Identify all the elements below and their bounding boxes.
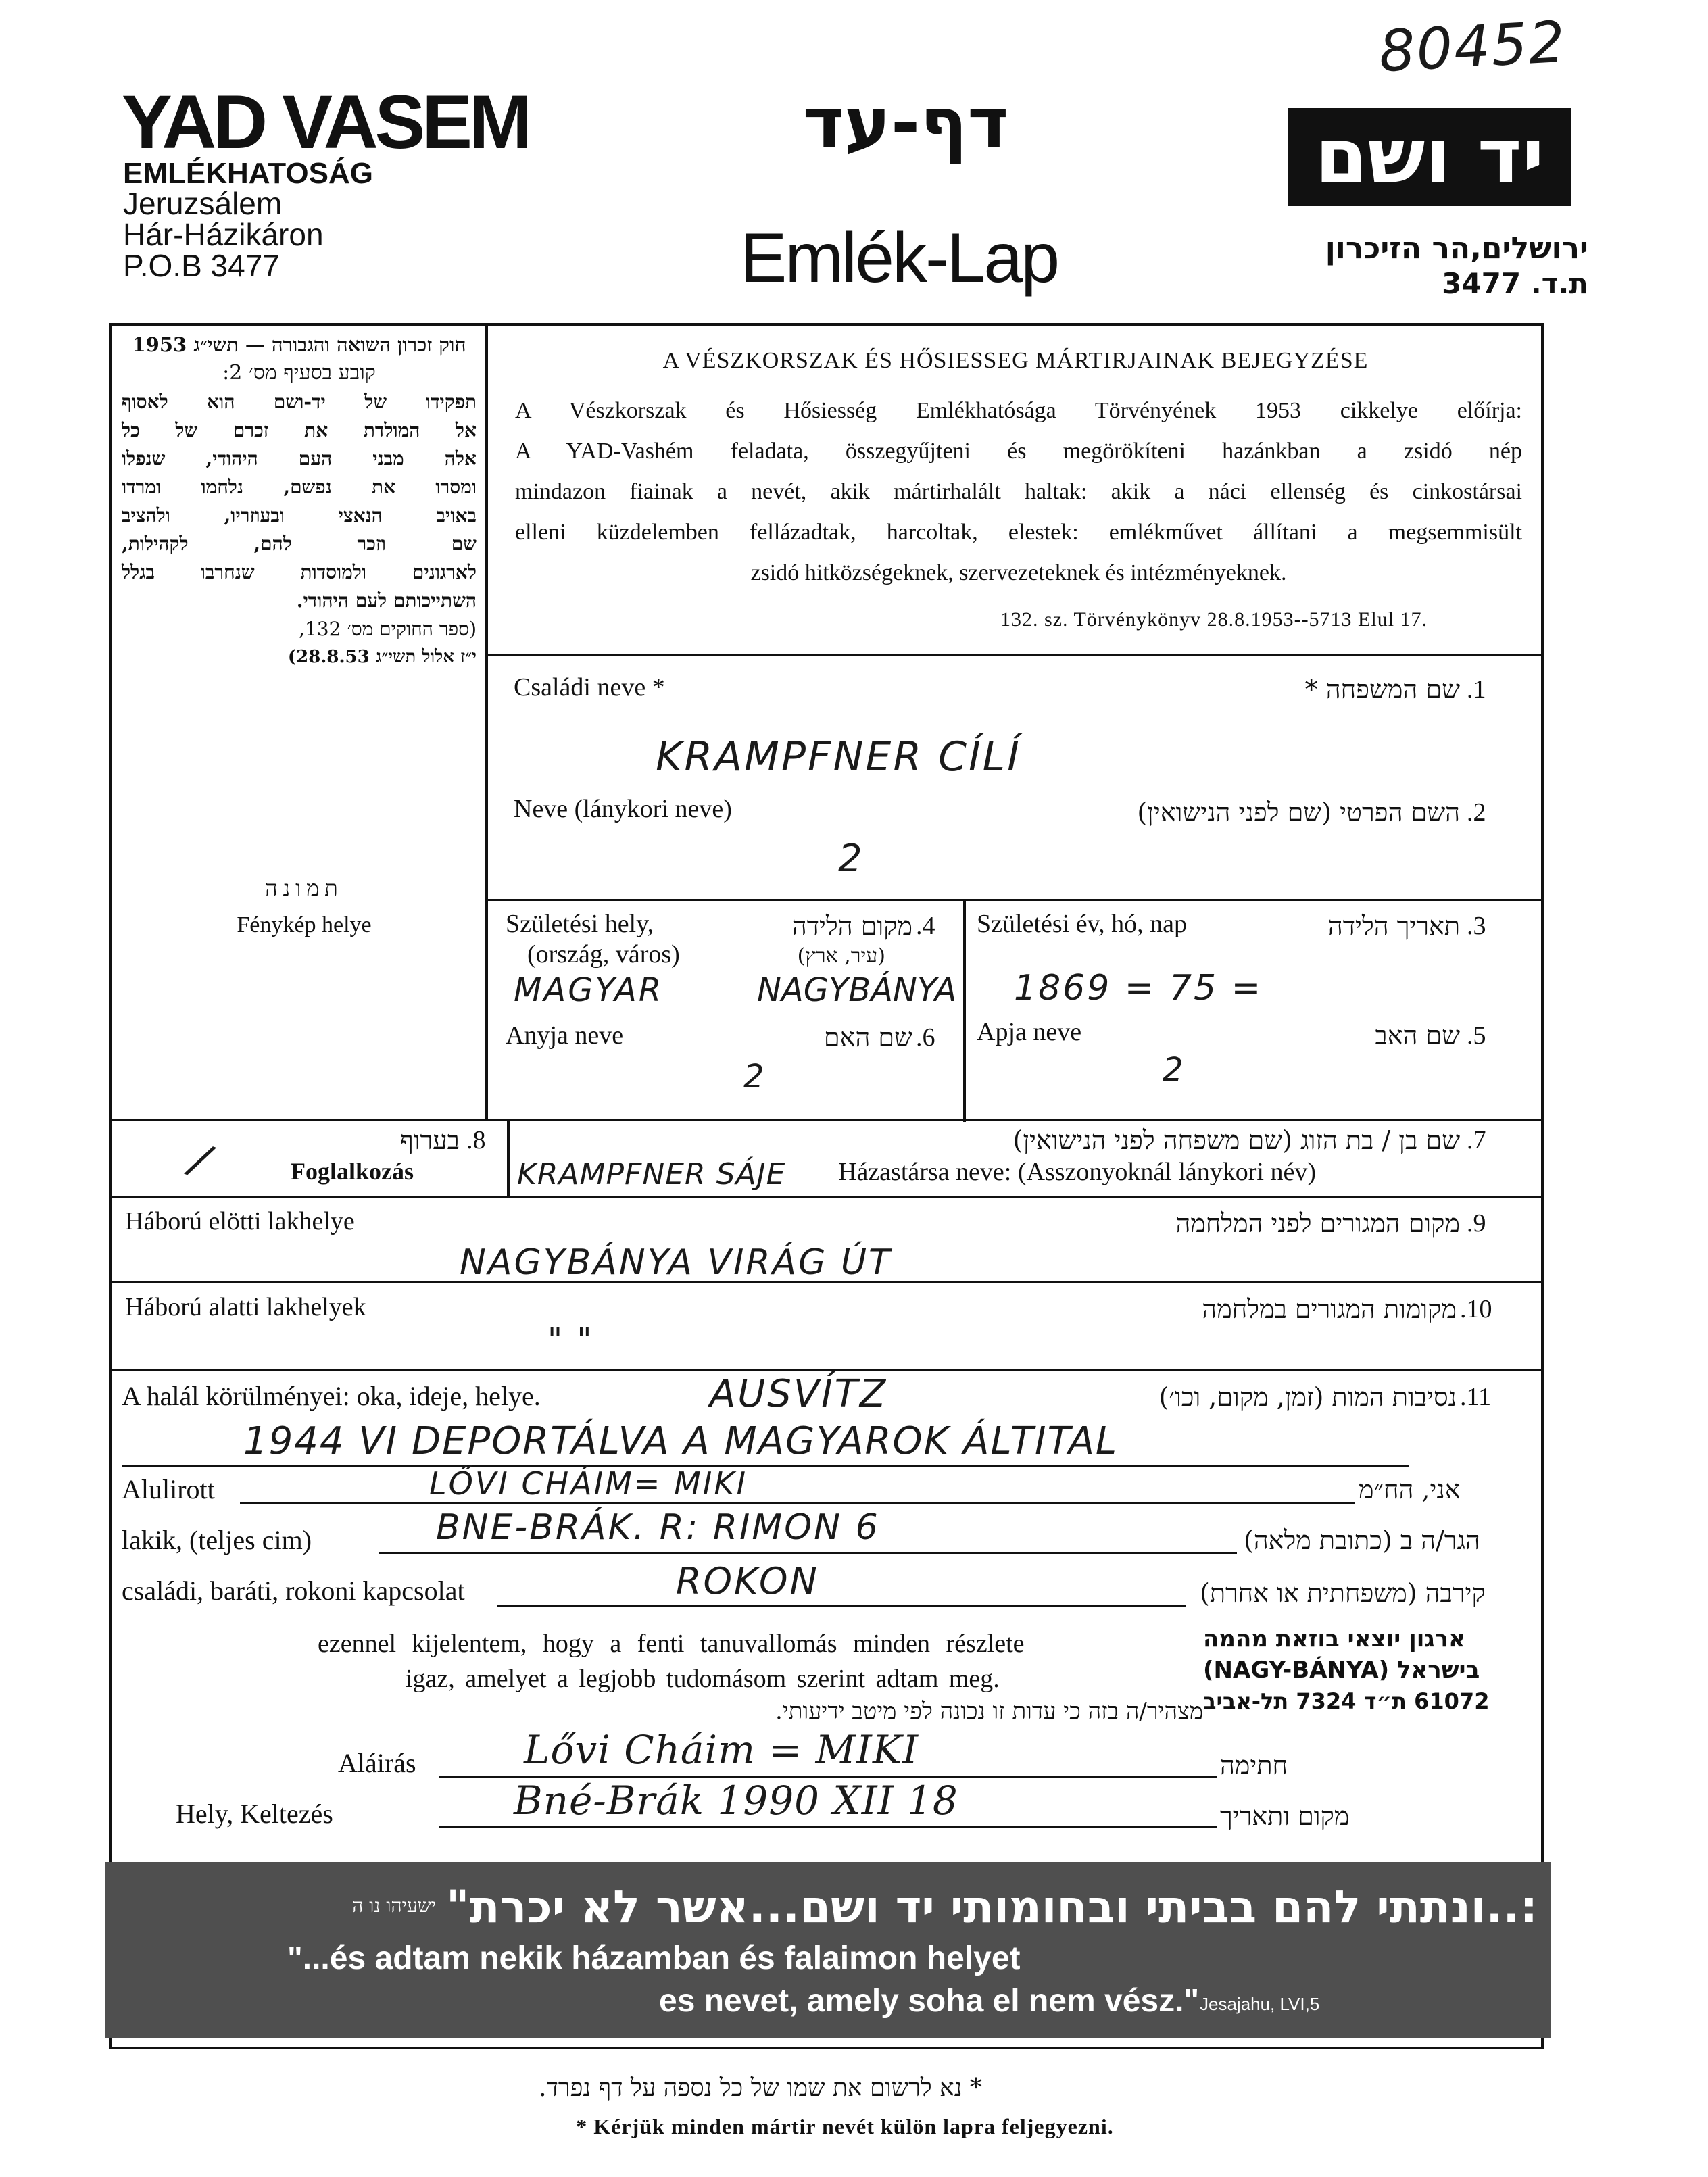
f3-label: Születési év, hó, nap <box>977 910 1187 938</box>
law-title: חוק זכרון השואה והגבורה — תשי״ג 1953 <box>132 333 466 356</box>
occupation-divider <box>507 1119 510 1196</box>
f2-label: Neve (lánykori neve) <box>514 795 732 823</box>
law-subtitle: קובע בסעיף מס׳ 2: <box>222 361 376 385</box>
f4-sublabel-hebrew: (עיר, ארץ) <box>797 944 885 968</box>
f8-label-hebrew: בערוף <box>400 1125 460 1155</box>
relation-underline <box>497 1605 1186 1607</box>
undersigned-underline <box>240 1502 1355 1504</box>
rule-after-f2 <box>485 899 1543 901</box>
declaration-text: igaz, amelyet a legjobb tudomásom szerint adtam meg. <box>406 1665 1000 1693</box>
address-line: P.O.B 3477 <box>123 248 280 283</box>
declaration-text: ezennel kijelentem, hogy a fenti tanuvallomás minden részlete <box>318 1630 1025 1658</box>
law-ref: (ספר החוקים מס׳ 132, <box>299 618 477 640</box>
address-line: Jeruzsálem <box>123 186 283 221</box>
signature-value: Lővi Cháim = MIKI <box>524 1727 919 1773</box>
f2-number: .2 <box>1467 798 1486 827</box>
banner-quote-ref-hebrew: ישעיהו נו ה <box>352 1894 436 1917</box>
undersigned-value: LŐVI CHÁIM= MIKI <box>429 1465 748 1502</box>
signature-label-hebrew: חתימה <box>1220 1751 1288 1780</box>
banner-quote-ref: Jesajahu, LVI,5 <box>1200 1994 1320 2014</box>
undersigned-label: Alulirott <box>122 1474 215 1505</box>
law-line: תפקידו של יד-ושם הוא לאסוף <box>122 391 477 413</box>
f5-label: Apja neve <box>977 1018 1082 1046</box>
address-hebrew-2: ת.ד. 3477 <box>1442 267 1588 300</box>
f11-label: A halál körülményei: oka, ideje, helye. <box>122 1381 541 1411</box>
stamp-line: 61072 ת״ד 7324 תל-אביב <box>1203 1688 1490 1714</box>
photo-label: Fénykép helye <box>237 912 372 937</box>
f6-mother-name-value: 2 <box>743 1058 766 1096</box>
organization-stamp <box>1203 1623 1541 1717</box>
relation-label-hebrew: קירבה (משפחתית או אחרת) <box>1200 1578 1486 1608</box>
f6-label-hebrew: שם האם <box>823 1023 912 1052</box>
rule-after-parents <box>109 1119 1542 1121</box>
f4-country-value: MAGYAR <box>514 971 664 1009</box>
f3-birth-date-value: 1869 = 75 = <box>1014 968 1263 1008</box>
banner-quote-hungarian: "...és adtam nekik házamban és falaimon helyet <box>287 1940 1021 1976</box>
f2-label-hebrew: השם הפרטי (שם לפני הנישואין) <box>1137 798 1460 827</box>
f7-spouse-name-value: KRAMPFNER SÁJE <box>517 1157 786 1192</box>
f1-label: Családi neve * <box>514 673 665 702</box>
declaration-text-hebrew: מצהיר/ה בזה כי עדות זו נכונה לפי מיטב ידיעותי. <box>775 1698 1203 1725</box>
org-name: YAD VASEM <box>122 80 529 164</box>
intro-title: A VÉSZKORSZAK ÉS HŐSIESSEG MÁRTIRJAINAK BEJEGYZÉSE <box>662 348 1369 373</box>
law-line: ומסרו את נפשם, נלחמו ומרדו <box>122 476 477 498</box>
f9-prewar-residence-value: NAGYBÁNYA VIRÁG ÚT <box>460 1242 892 1283</box>
f10-label: Háború alatti lakhelyek <box>125 1293 366 1321</box>
f5-label-hebrew: שם האב <box>1375 1021 1460 1050</box>
f4-sublabel: (ország, város) <box>527 940 680 969</box>
f9-label: Háború elötti lakhelye <box>125 1207 355 1236</box>
f9-label-hebrew: מקום המגורים לפני המלחמה <box>1175 1208 1460 1238</box>
law-box <box>122 331 477 670</box>
f10-number: .10 <box>1460 1295 1492 1323</box>
f9-number: .9 <box>1467 1209 1486 1238</box>
f8-occupation-value: / <box>185 1134 218 1187</box>
frame-right <box>1541 323 1544 2048</box>
f4-number: .4 <box>916 912 935 940</box>
f10-wartime-residence-value: " " <box>547 1321 594 1359</box>
intro-line: zsidó hitközségeknek, szervezeteknek és intézményeknek. <box>750 560 1287 585</box>
f6-label: Anyja neve <box>506 1021 624 1050</box>
stamp-line: בישראל (NAGY-BÁNYA) <box>1203 1657 1480 1684</box>
address-hebrew-1: ירושלים,הר הזיכרון <box>1325 231 1588 266</box>
intro-line: elleni küzdelemben fellázadtak, harcoltak, elestek: emlékművet állítani a megsemmisült <box>515 520 1522 545</box>
f7-label-hebrew: שם בן / בת הזוג (שם משפחה לפני הנישואין) <box>1012 1125 1460 1155</box>
f10-label-hebrew: מקומות המגורים במלחמה <box>1202 1294 1457 1324</box>
address-label: lakik, (teljes cim) <box>122 1525 312 1555</box>
intro-ref: 132. sz. Törvénykönyv 28.8.1953--5713 Elul 17. <box>1000 608 1428 631</box>
frame-top <box>109 323 1542 326</box>
intro-line: mindazon fiainak a nevét, akik mártirhalált haltak: akik a náci ellenség és cinkostársai <box>515 479 1522 504</box>
f11-label-hebrew: נסיבות המות (זמן, מקום, וכו׳) <box>1158 1382 1457 1412</box>
address-value: BNE-BRÁK. R: RIMON 6 <box>436 1507 880 1548</box>
place-date-label: Hely, Keltezés <box>176 1799 333 1829</box>
f7-number: .7 <box>1467 1126 1486 1154</box>
f4-label-hebrew: מקום הלידה <box>791 911 912 941</box>
f11-death-place-value: AUSVÍTZ <box>710 1372 888 1416</box>
intro-text <box>515 391 1522 593</box>
rule-after-f10 <box>109 1369 1542 1371</box>
intro-line: A Vészkorszak és Hősiesség Emlékhatósága Törvényének 1953 cikkelye előírja: <box>515 398 1522 423</box>
logo-text: יד ושם <box>1315 113 1544 201</box>
intro-bottom-rule <box>485 654 1543 656</box>
f11-number: .11 <box>1460 1383 1492 1411</box>
f11-underline <box>122 1465 1409 1467</box>
f3-number: .3 <box>1467 912 1486 940</box>
law-column-divider <box>485 323 488 1121</box>
law-ref: י״ז אלול תשי״ג 28.8.53) <box>287 647 477 667</box>
birth-column-divider <box>963 899 966 1122</box>
intro-line: A YAD-Vashém feladata, összegyűjteni és megörökíteni hazánkban a zsidó nép <box>515 439 1522 464</box>
undersigned-label-hebrew: אני, הח״מ <box>1359 1475 1461 1505</box>
quote-banner <box>105 1862 1551 2038</box>
title-hebrew: דף-עד <box>802 82 1009 164</box>
f1-label-hebrew: שם המשפחה * <box>1304 675 1460 704</box>
place-date-value: Bné-Brák 1990 XII 18 <box>514 1778 958 1824</box>
law-line: שם וזכר להם, לקהילות, <box>122 533 477 555</box>
banner-quote-hebrew: :..ונתתי להם בביתי ובחומותי יד ושם...אשר לא יכרת" <box>445 1881 1538 1933</box>
yad-vashem-logo <box>1288 108 1571 206</box>
relation-value: ROKON <box>676 1560 819 1603</box>
org-sub: EMLÉKHATOSÁG <box>123 157 373 190</box>
f3-label-hebrew: תאריך הלידה <box>1327 911 1460 941</box>
address-line: Hár-Házikáron <box>123 217 324 252</box>
law-line: השתייכותם לעם היהודי. <box>296 589 477 612</box>
f5-number: .5 <box>1467 1021 1486 1050</box>
stamp-line: ארגון יוצאי בוזאת מהמה <box>1203 1625 1465 1653</box>
place-date-label-hebrew: מקום ותאריך <box>1220 1801 1350 1831</box>
f5-father-name-value: 2 <box>1163 1051 1186 1089</box>
frame-bottom <box>109 2047 1544 2049</box>
f11-death-circumstances-value: 1944 VI DEPORTÁLVA A MAGYAROK ÁLTITAL <box>243 1419 1119 1463</box>
f1-family-name-value: KRAMPFNER CÍLÍ <box>656 733 1021 781</box>
law-line: באויב הנאצי ובעוזריו, ולהציב <box>122 504 477 527</box>
law-line: לארגונים ולמוסדות שנחרבו בגלל <box>122 561 477 583</box>
f8-number: .8 <box>466 1126 486 1154</box>
banner-quote-hungarian: es nevet, amely soha el nem vész." <box>659 1983 1200 2019</box>
rule-after-f7 <box>109 1196 1542 1198</box>
relation-label: családi, baráti, rokoni kapcsolat <box>122 1575 465 1606</box>
law-line: אלה מבני העם היהודי, שנפלו <box>122 447 477 470</box>
archive-number: 80452 <box>1377 8 1568 85</box>
footer-note-hebrew: * נא לרשום את שמו של כל נספה על דף נפרד. <box>539 2074 982 2102</box>
signature-label: Aláirás <box>338 1748 416 1778</box>
f7-label: Házastársa neve: (Asszonyoknál lánykori név) <box>838 1158 1316 1186</box>
title-hungarian: Emlék-Lap <box>740 219 1058 297</box>
address-underline <box>379 1552 1237 1554</box>
f1-number: .1 <box>1467 675 1486 704</box>
org-address <box>123 188 324 281</box>
f4-city-value: NAGYBÁNYA <box>757 971 957 1009</box>
address-label-hebrew: הגר/ה ב (כתובת מלאה) <box>1244 1525 1480 1555</box>
law-line: אל המולדת את זכרם של כל <box>122 419 477 441</box>
f4-label: Születési hely, <box>506 910 654 938</box>
f6-number: .6 <box>916 1023 935 1052</box>
frame-left <box>109 323 112 2048</box>
f2-first-name-value: 2 <box>838 837 864 881</box>
f8-label: Foglalkozás <box>291 1158 414 1185</box>
footer-note: * Kérjük minden mártir nevét külön lapra feljegyezni. <box>576 2114 1114 2138</box>
photo-label-hebrew: תמונה <box>265 875 343 901</box>
place-date-underline <box>439 1826 1217 1828</box>
